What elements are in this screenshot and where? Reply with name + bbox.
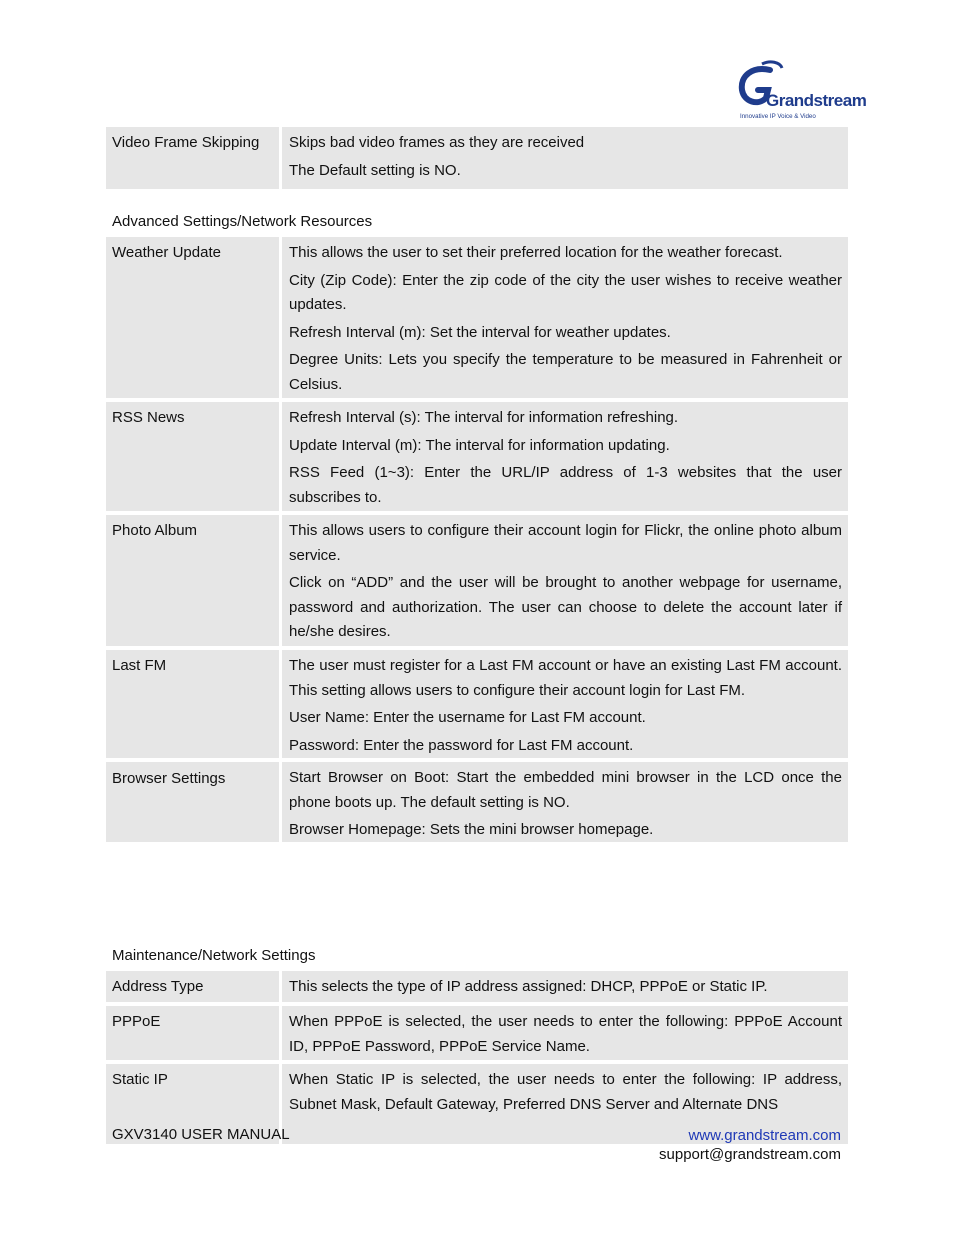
- row-label: Static IP: [106, 1064, 279, 1144]
- row-label: RSS News: [106, 402, 279, 511]
- website-link[interactable]: www.grandstream.com: [688, 1127, 841, 1144]
- table-network-resources: [106, 237, 848, 842]
- footer-contact: [659, 1126, 841, 1164]
- table-row: [106, 650, 848, 758]
- row-label: Address Type: [106, 971, 279, 1002]
- section-heading-network-resources: Advanced Settings/Network Resources: [112, 213, 373, 230]
- table-row: [106, 402, 848, 511]
- table-top: [106, 127, 848, 189]
- table-row: [106, 971, 848, 1002]
- row-label: Browser Settings: [106, 762, 279, 842]
- row-description: Start Browser on Boot: Start the embedded mini browser in the LCD once the phone boots up. The default setting is NO. Browser Homepage: Sets the mini browser homepage.: [282, 762, 848, 842]
- support-email: support@grandstream.com: [659, 1146, 841, 1163]
- section-heading-network-settings: Maintenance/Network Settings: [112, 947, 316, 964]
- table-network-settings-continued: [106, 1064, 848, 1116]
- table-row: [106, 515, 848, 646]
- row-description: When Static IP is selected, the user needs to enter the following: IP address, Subnet Mask, Default Gateway, Preferred DNS Server and Alternate DNS: [282, 1064, 848, 1144]
- logo-wordmark: Grandstream: [766, 91, 867, 110]
- table-row: [106, 1006, 848, 1060]
- logo-tagline: Innovative IP Voice & Video: [740, 113, 816, 120]
- row-description: This allows the user to set their preferred location for the weather forecast. City (Zip Code): Enter the zip code of the city the user wishes to receive weather updates. Refresh Interval (m): Set the interval for weather updates. Degree Units: Lets you specify the temperature to be measured in Fahrenheit or Celsius.: [282, 237, 848, 398]
- footer-manual-title: GXV3140 USER MANUAL: [112, 1126, 290, 1143]
- row-label: Photo Album: [106, 515, 279, 646]
- row-description: When PPPoE is selected, the user needs to enter the following: PPPoE Account ID, PPPoE Password, PPPoE Service Name.: [282, 1006, 848, 1060]
- row-label: Last FM: [106, 650, 279, 758]
- row-label: Weather Update: [106, 237, 279, 398]
- row-description: Refresh Interval (s): The interval for information refreshing. Update Interval (m): The interval for information updating. RSS Feed (1~3): Enter the URL/IP address of 1-3 websites that the user subscribes to.: [282, 402, 848, 511]
- row-description: This selects the type of IP address assigned: DHCP, PPPoE or Static IP.: [282, 971, 848, 1002]
- table-row: [106, 762, 848, 842]
- row-label: Video Frame Skipping: [106, 127, 279, 189]
- table-row: [106, 127, 848, 189]
- grandstream-logo: [736, 60, 867, 122]
- row-description: The user must register for a Last FM account or have an existing Last FM account. This setting allows users to configure their account login for Last FM. User Name: Enter the username for Last FM account. Password: Enter the password for Last FM account.: [282, 650, 848, 758]
- row-description: This allows users to configure their account login for Flickr, the online photo album service. Click on “ADD” and the user will be brought to another webpage for username, password and authorization. The user can choose to delete the account later if he/she desires.: [282, 515, 848, 646]
- table-network-settings: [106, 971, 848, 1060]
- table-row: [106, 237, 848, 398]
- row-description: Skips bad video frames as they are received The Default setting is NO.: [282, 127, 848, 189]
- row-label: PPPoE: [106, 1006, 279, 1060]
